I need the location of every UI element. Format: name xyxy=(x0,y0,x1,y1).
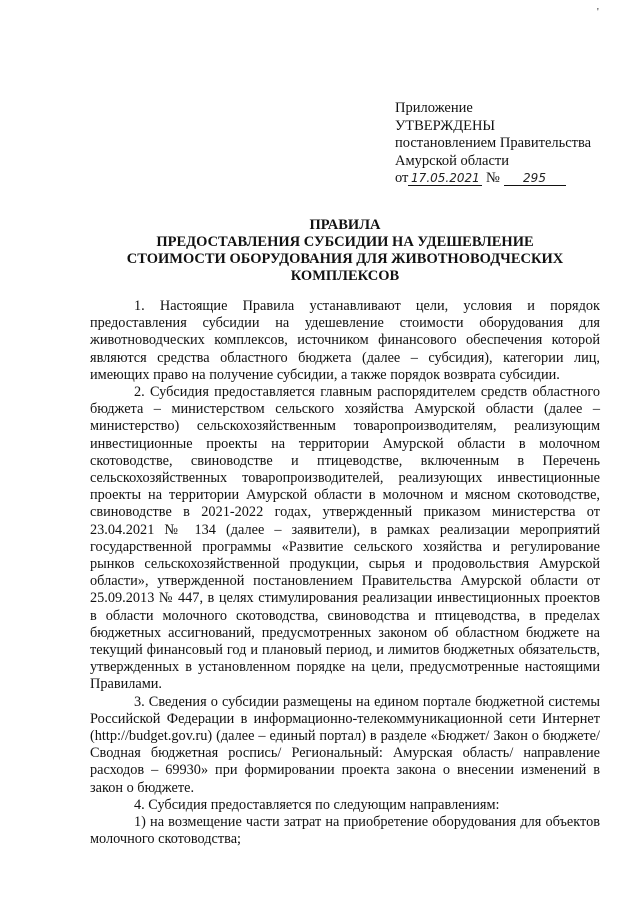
title-line-2: ПРЕДОСТАВЛЕНИЯ СУБСИДИИ НА УДЕШЕВЛЕНИЕ xyxy=(156,234,534,250)
date-prefix: от xyxy=(395,170,409,186)
paragraph-2: 2. Субсидия предоставляется главным распорядителем средств областного бюджета – министерством сельского хозяйства Амурской области (далее – министерство) сельскохозяйственным товаропроизводителям, реализующим инвестиционные проекты на территории Амурской области в молочном скотоводстве, свиноводстве и птицеводстве, включенным в Перечень сельскохозяйственных товаропроизводителей, реализующих инвестиционные проекты на территории Амурской области в молочном и мясном скотоводстве, свиноводстве в 2021-2022 годах, утвержденный приказом министерства от 23.04.2021 № 134 (далее – заявители), в рамках реализации мероприятий государственной программы «Развитие сельского хозяйства и регулирование рынков сельскохозяйственной продукции, сырья и продовольствия Амурской области», утвержденной постановлением Правительства Амурской области от 25.09.2013 № 447, в целях стимулирования реализации инвестиционных проектов в области молочного скотоводства, свиноводства и птицеводства, в пределах бюджетных ассигнований, предусмотренных законом об областном бюджете на текущий финансовый год и плановый период, и лимитов бюджетных обязательств, утвержденных в установленном порядке на цели, предусмотренные настоящими Правилами. xyxy=(90,384,600,693)
paragraph-3: 3. Сведения о субсидии размещены на едином портале бюджетной системы Российской Федерации в информационно-телекоммуникационной сети Интернет (http://budget.gov.ru) (далее – единый портал) в разделе «Бюджет/ Закон о бюджете/ Сводная бюджетная роспись/ Региональный: Амурская область/ направление расходов – 69930» при формировании проекта закона о внесении изменений в закон о бюджете. xyxy=(90,693,600,796)
approval-resolution-label: постановлением Правительства xyxy=(395,135,592,151)
approval-block xyxy=(395,100,625,188)
document-body xyxy=(90,298,600,849)
date-field xyxy=(408,171,482,186)
document-title xyxy=(90,217,600,285)
paragraph-4: 4. Субсидия предоставляется по следующим направлениям: xyxy=(134,796,500,813)
title-line-4: КОМПЛЕКСОВ xyxy=(290,268,400,284)
number-field xyxy=(504,171,566,186)
handwritten-number: 295 xyxy=(523,171,546,185)
number-prefix: № xyxy=(486,170,500,186)
approval-region-label: Амурской области xyxy=(395,152,509,169)
approval-appendix-label: Приложение xyxy=(395,100,473,116)
paragraph-1: 1. Настоящие Правила устанавливают цели, условия и порядок предоставления субсидии на удешевление стоимости оборудования для животноводческих комплексов, источником финансового обеспечения которой являются средства областного бюджета (далее – субсидия), категории лиц, имеющих право на получение субсидии, а также порядок возврата субсидии. xyxy=(90,298,600,383)
corner-mark: ' xyxy=(597,7,599,18)
title-line-rules: ПРАВИЛА xyxy=(309,217,381,233)
approval-approved-label: УТВЕРЖДЕНЫ xyxy=(395,117,496,134)
approval-date-line xyxy=(395,170,625,188)
handwritten-date: 17.05.2021 xyxy=(411,171,480,185)
paragraph-4-1: 1) на возмещение части затрат на приобретение оборудования для объектов молочного скотоводства; xyxy=(90,814,600,848)
title-line-3: СТОИМОСТИ ОБОРУДОВАНИЯ ДЛЯ ЖИВОТНОВОДЧЕСКИХ xyxy=(126,251,564,267)
